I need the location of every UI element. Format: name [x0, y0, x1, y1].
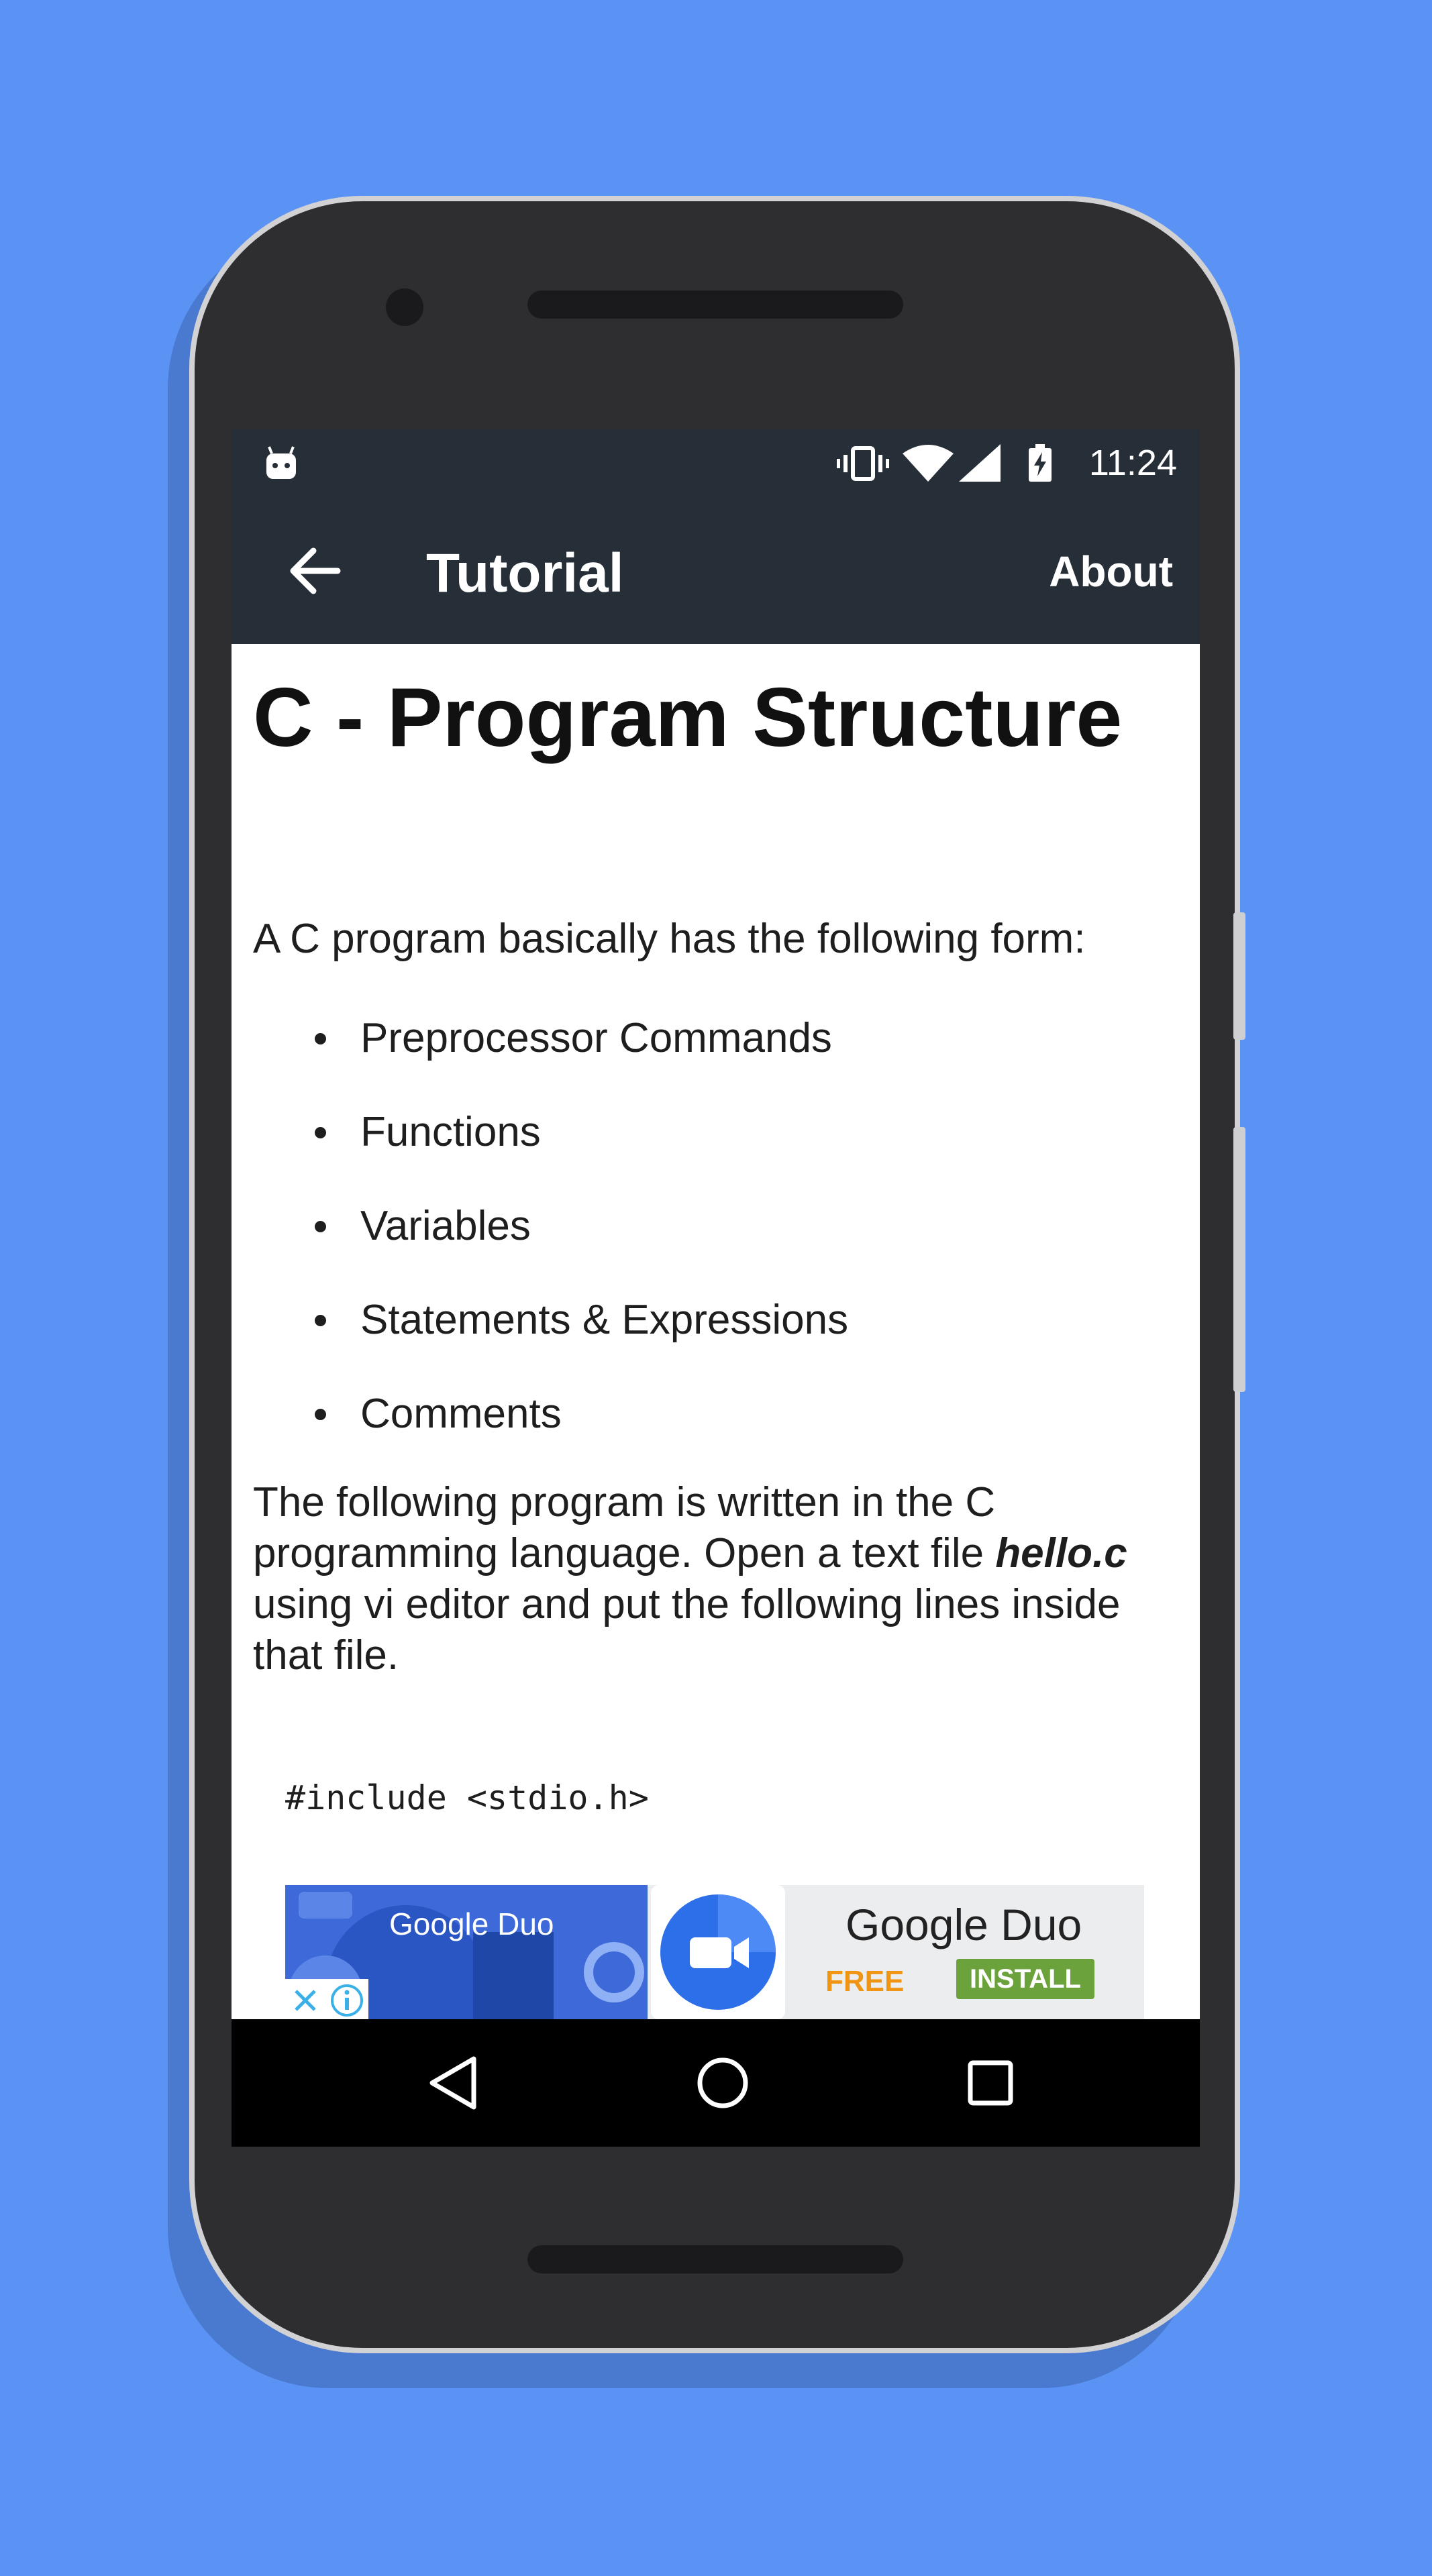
arrow-back-icon[interactable] — [278, 534, 352, 608]
ad-banner[interactable] — [285, 1885, 1144, 2019]
google-duo-icon — [651, 1885, 785, 2019]
ad-brand-text: Google Duo — [389, 1907, 554, 1941]
top-speaker — [527, 290, 903, 319]
intro-text: A C program basically has the following form: — [253, 916, 1086, 962]
status-clock: 11:24 — [1088, 443, 1177, 483]
about-button[interactable]: About — [1049, 547, 1173, 596]
battery-charging-icon — [1027, 444, 1053, 482]
home-circle-icon[interactable] — [689, 2049, 756, 2116]
ad-price: FREE — [825, 1965, 905, 1998]
ad-install-button[interactable]: INSTALL — [956, 1959, 1094, 1999]
front-camera — [386, 288, 423, 326]
recents-square-icon[interactable] — [957, 2049, 1024, 2116]
back-triangle-icon[interactable] — [420, 2049, 487, 2116]
list-item: Variables — [253, 1201, 848, 1295]
code-line: #include <stdio.h> — [285, 1778, 649, 1817]
power-button — [1233, 1127, 1245, 1392]
info-icon[interactable] — [329, 1983, 364, 2018]
ad-title: Google Duo — [846, 1900, 1082, 1949]
close-icon[interactable] — [289, 1984, 321, 2017]
filename-text: hello.c — [995, 1530, 1127, 1576]
android-notification-icon — [264, 444, 299, 482]
status-bar — [232, 429, 1200, 496]
page-title: C - Program Structure — [253, 672, 1123, 764]
ad-choices — [285, 1979, 368, 2019]
phone-screen — [232, 429, 1200, 2147]
paragraph-text: using vi editor and put the following lines inside that file. — [253, 1581, 1121, 1678]
volume-button — [1233, 912, 1245, 1040]
bottom-speaker — [527, 2245, 903, 2273]
signal-icon — [959, 444, 1001, 482]
app-toolbar — [232, 496, 1200, 644]
structure-list — [253, 1013, 848, 1483]
paragraph-text: The following program is written in the C programming language. Open a text file — [253, 1479, 996, 1576]
navigation-bar — [232, 2019, 1200, 2147]
toolbar-title: Tutorial — [426, 543, 624, 604]
list-item: Comments — [253, 1389, 848, 1483]
list-item: Functions — [253, 1107, 848, 1201]
list-item: Preprocessor Commands — [253, 1013, 848, 1107]
instruction-paragraph — [253, 1477, 1186, 1681]
vibrate-icon — [837, 444, 889, 482]
list-item: Statements & Expressions — [253, 1295, 848, 1389]
wifi-icon — [903, 444, 954, 482]
